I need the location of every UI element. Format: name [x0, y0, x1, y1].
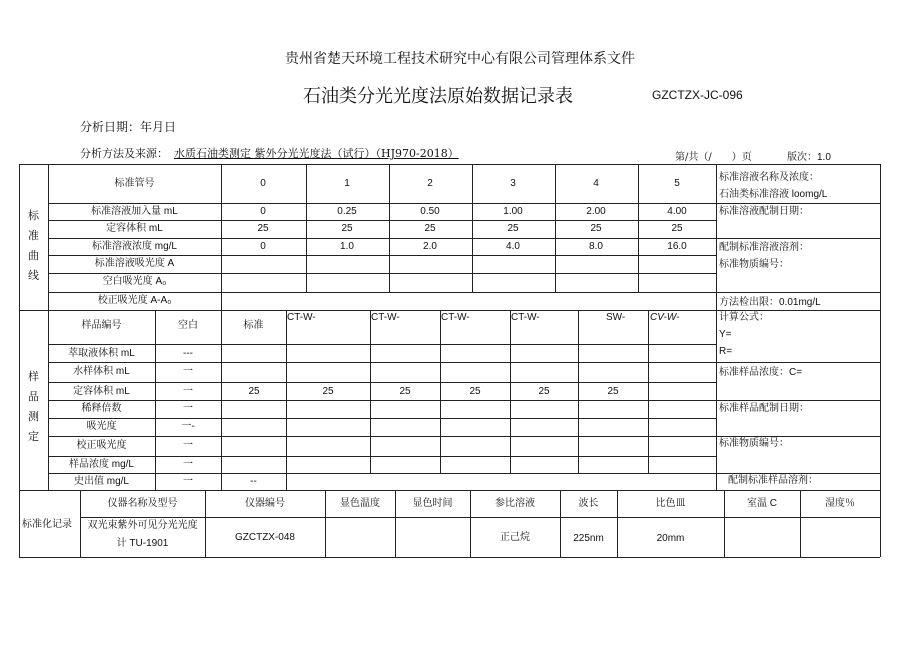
sample-header-cell: CT-W- [287, 312, 316, 323]
standard-label-char: 准 [28, 229, 39, 242]
table-rule [578, 310, 579, 473]
table-rule [716, 203, 880, 204]
reference-solution: 正己烷 [500, 532, 530, 543]
standard-cell: 4.0 [506, 241, 520, 252]
sample-label-char: 品 [28, 390, 39, 403]
sample-header-cell: 标准 [243, 320, 264, 331]
sample-blank-cell: 一 [183, 403, 193, 414]
instrument-header-cell: 显色时间 [412, 498, 453, 509]
sample-cell: 25 [322, 386, 334, 397]
table-rule [716, 362, 880, 363]
standard-cell: 0.25 [337, 206, 357, 217]
sample-row-label: 萃取液体积 mL [68, 348, 135, 359]
page-title: 石油类分光光度法原始数据记录表 [303, 86, 573, 107]
sample-cell: 25 [469, 386, 481, 397]
instrument-header-cell: 湿度％ [825, 498, 855, 509]
sample-row-label: 史出值 mg/L [73, 476, 129, 487]
standard-row-label: 标准溶液吸光度 A [94, 258, 175, 269]
standard-cell: 5 [674, 178, 680, 189]
std-material: 标准物质编号： [719, 259, 789, 270]
table-rule [48, 382, 716, 383]
table-rule [48, 344, 716, 345]
table-rule [370, 310, 371, 473]
sample-row-label: 校正吸光度 [76, 440, 127, 451]
table-rule [19, 557, 880, 558]
table-rule [48, 400, 716, 401]
standard-section-label [28, 206, 42, 286]
detection-limit: 方法检出限：0.01mg/L [719, 297, 821, 308]
table-rule [48, 456, 716, 457]
sample-cell: 25 [538, 386, 550, 397]
standard-label-char: 标 [28, 209, 39, 222]
instrument-header-cell: 仪器名称及型号 [107, 498, 178, 509]
table-rule [48, 273, 716, 274]
sample-row-label: 稀释倍数 [81, 403, 122, 414]
standard-cell: 4 [593, 178, 599, 189]
standard-row-label: 校正吸光度 A-A₀ [97, 295, 172, 306]
instrument-header-cell: 仪器编号 [245, 498, 285, 509]
standard-cell: 2 [427, 178, 433, 189]
method-label: 分析方法及来源： [80, 147, 168, 160]
standard-label-char: 线 [28, 269, 39, 282]
sample-header-cell: CT-W- [441, 312, 470, 323]
table-rule [48, 473, 716, 474]
standard-cell: 4.00 [667, 206, 687, 217]
sample-header-cell: 样品编号 [81, 320, 122, 331]
table-rule [80, 517, 880, 518]
calc-formula: 计算公式： [719, 312, 769, 323]
instrument-section-label: 标准化记录 [22, 519, 72, 530]
table-rule [48, 362, 716, 363]
table-rule [48, 255, 716, 256]
table-rule [716, 238, 880, 239]
sample-blank-cell: 一 [183, 440, 193, 451]
instrument-header-cell: 显色温度 [340, 498, 380, 509]
standard-cell: 25 [424, 223, 436, 234]
standard-cell: 25 [671, 223, 683, 234]
standard-cell: 0 [260, 206, 266, 217]
table-rule [19, 490, 880, 491]
instrument-name-line2: 计 TU-1901 [116, 538, 169, 549]
table-rule [716, 473, 880, 474]
document-code: GZCTZX-JC-096 [652, 88, 743, 102]
sample-blank-cell: 一- [181, 421, 195, 432]
standard-cell: 25 [257, 223, 269, 234]
table-rule [716, 400, 880, 401]
sample-label-char: 样 [28, 370, 39, 383]
wavelength: 225nm [573, 533, 604, 544]
std-sample-solvent: 配制标准样品溶剂： [728, 475, 818, 486]
instrument-name-line1: 双光束紫外可见分光光度 [87, 520, 198, 531]
table-rule [648, 310, 649, 473]
sample-row-label: 水样体积 mL [73, 366, 130, 377]
standard-cell: 1.0 [340, 241, 354, 252]
table-rule [221, 292, 222, 310]
standard-cell: 2.00 [586, 206, 606, 217]
standard-cell: 0 [260, 241, 266, 252]
company-header: 贵州省楚天环境工程技术研究中心有限公司管理体系文件 [285, 51, 635, 67]
sample-blank-cell: 一 [183, 476, 193, 487]
table-rule [510, 310, 511, 473]
sample-blank-cell: 一 [183, 366, 193, 377]
instrument-header-cell: 波长 [578, 498, 599, 509]
std-prep-date: 标准溶液配制日期： [719, 206, 809, 217]
sample-cell: 25 [607, 386, 619, 397]
sample-blank-cell: 一 [183, 386, 193, 397]
table-rule [48, 220, 716, 221]
table-rule [48, 203, 716, 204]
table-rule [48, 292, 716, 293]
sample-header-cell: 空白 [178, 320, 198, 331]
table-rule [19, 164, 880, 165]
table-rule [286, 473, 287, 490]
table-rule [48, 418, 716, 419]
standard-row-label: 标准溶液浓度 mg/L [91, 241, 177, 252]
std-sample-conc: 标准样品浓度：C= [719, 367, 803, 378]
instrument-header-cell: 室温 C [747, 498, 777, 509]
sample-cell: 25 [248, 386, 260, 397]
std-sample-material: 标准物质编号： [719, 438, 789, 449]
sample-header-cell: CT-W- [511, 312, 540, 323]
std-name-value: 石油类标准溶液 loomg/L [719, 189, 828, 200]
std-sample-date: 标准样品配制日期： [719, 403, 809, 414]
sample-header-cell: SW- [606, 312, 626, 323]
standard-cell: 1 [344, 178, 350, 189]
table-rule [286, 310, 287, 473]
sample-blank-cell: 一 [183, 459, 193, 470]
instrument-header-cell: 比色皿 [655, 498, 686, 509]
sample-header-cell: CT-W- [371, 312, 400, 323]
standard-cell: 16.0 [667, 241, 687, 252]
page-number: 第/共（/ ）页 [675, 152, 752, 163]
table-rule [48, 238, 716, 239]
sample-label-char: 测 [28, 410, 39, 423]
standard-row-label: 定容体积 mL [106, 223, 163, 234]
instrument-header-cell: 参比溶液 [495, 498, 535, 509]
table-rule [716, 436, 880, 437]
table-rule [19, 310, 880, 311]
formula-r: R= [719, 346, 733, 357]
standard-row-label: 标准管号 [114, 178, 155, 189]
sample-row-label: 样品浓度 mg/L [68, 459, 134, 470]
table-rule [440, 310, 441, 473]
std-name-label: 标准溶液名称及浓度： [719, 172, 819, 183]
standard-row-label: 空白吸光度 A₀ [102, 276, 167, 287]
standard-label-char: 曲 [28, 249, 39, 262]
standard-cell: 0 [260, 178, 266, 189]
standard-cell: 0.50 [420, 206, 440, 217]
cuvette: 20mm [656, 533, 685, 544]
std-solvent: 配制标准溶液溶剂： [719, 242, 809, 253]
standard-cell: 1.00 [503, 206, 523, 217]
sample-cell: 25 [399, 386, 411, 397]
standard-cell: 3 [510, 178, 516, 189]
sample-extra-cell: -- [250, 476, 257, 487]
table-rule [221, 310, 222, 490]
sample-header-cell: CV-W- [650, 312, 680, 323]
sample-label-char: 定 [28, 430, 39, 443]
standard-cell: 25 [590, 223, 602, 234]
table-rule [48, 436, 716, 437]
analysis-date: 分析日期：年月日 [80, 120, 177, 134]
table-rule [19, 164, 20, 557]
sample-section-label [28, 367, 42, 447]
sample-row-label: 定容体积 mL [73, 386, 130, 397]
formula-y: Y= [719, 329, 732, 340]
method-value: 水质石油类测定 紫外分光光度法（试行）（HJ970-2018） [174, 147, 459, 160]
table-rule [221, 164, 222, 292]
instrument-number: GZCTZX-048 [234, 532, 295, 543]
standard-row-label: 标准溶液加入量 mL [91, 206, 178, 217]
sample-blank-cell: --- [183, 348, 193, 359]
standard-cell: 2.0 [423, 241, 437, 252]
sample-row-label: 吸光度 [86, 421, 117, 432]
version: 版次：1.0 [787, 152, 831, 163]
table-rule [716, 292, 880, 293]
standard-cell: 25 [507, 223, 519, 234]
standard-cell: 25 [341, 223, 353, 234]
table-rule [880, 164, 881, 557]
standard-cell: 8.0 [589, 241, 603, 252]
